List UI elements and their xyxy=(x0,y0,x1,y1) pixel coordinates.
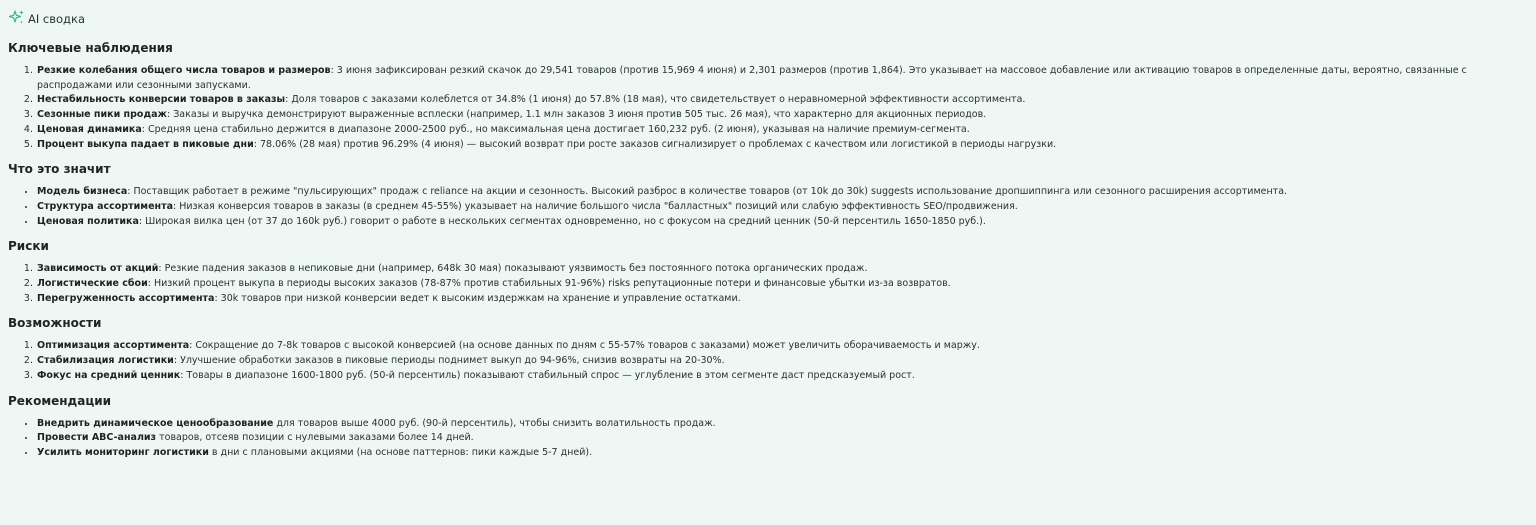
item-label: Резкие колебания общего числа товаров и размеров xyxy=(37,65,331,76)
section-heading: Что это значит xyxy=(8,162,111,177)
item-label: Усилить мониторинг логистики xyxy=(37,446,209,458)
item-label: Сезонные пики продаж xyxy=(37,109,167,121)
summary-content xyxy=(8,40,1528,461)
list-item xyxy=(36,108,1528,123)
list-item xyxy=(36,417,1528,432)
item-text: : Доля товаров с заказами колеблется от 34.8% (1 июня) до 57.8% (18 мая), что свидетельствует о неравномерной эффективности ассортимента. xyxy=(285,94,1026,106)
list-item xyxy=(36,277,1528,292)
item-label: Зависимость от акций xyxy=(37,263,159,275)
item-text: : Резкие падения заказов в непиковые дни (например, 648k 30 мая) показывают уязвимость без постоянного потока органических продаж. xyxy=(158,263,868,275)
item-text: : Широкая вилка цен (от 37 до 160k руб.) говорит о работе в нескольких сегментах одновременно, но с фокусом на средний ценник (50-й персентиль 1650-1850 руб.). xyxy=(138,215,986,227)
item-label: Процент выкупа падает в пиковые дни xyxy=(37,138,254,150)
section-recommendations xyxy=(8,393,1528,461)
item-text: : Сокращение до 7-8k товаров с высокой конверсией (на основе данных по дням с 55-57% товаров с заказами) может увеличить оборачиваемость и маржу. xyxy=(189,340,980,352)
item-label: Фокус на средний ценник xyxy=(37,369,181,381)
list-item xyxy=(36,123,1528,138)
section-key-observations xyxy=(8,40,1528,152)
item-label: Нестабильность конверсии товаров в заказы xyxy=(37,94,286,106)
list-item xyxy=(36,93,1528,108)
item-text: : Поставщик работает в режиме "пульсирующих" продаж с reliance на акции и сезонность. Высокий разброс в количестве товаров (от 10k до 30k) suggests использование дропшиппинга или сезонного расширения ассортимента. xyxy=(127,186,1288,198)
item-label: Логистические сбои xyxy=(37,278,148,290)
section-heading: Рекомендации xyxy=(8,393,112,408)
list-item xyxy=(36,292,1528,307)
item-text: : Товары в диапазоне 1600-1800 руб. (50-й персентиль) показывают стабильный спрос — углубление в этом сегменте даст предсказуемый рост. xyxy=(180,369,915,381)
list-item xyxy=(36,339,1528,354)
item-label: Провести ABC-анализ xyxy=(37,432,157,444)
list-item xyxy=(36,354,1528,369)
list-item xyxy=(36,64,1528,93)
section-opportunities xyxy=(8,315,1528,383)
item-label: Стабилизация логистики xyxy=(37,355,174,367)
section-heading: Риски xyxy=(8,239,49,254)
item-label: Модель бизнеса xyxy=(37,186,128,198)
section-risks xyxy=(8,238,1528,306)
item-text: : Улучшение обработки заказов в пиковые периоды поднимет выкуп до 94-96%, снизив возвраты на 20-30%. xyxy=(173,355,725,367)
list-item xyxy=(36,215,1528,230)
item-text: : Низкая конверсия товаров в заказы (в среднем 45-55%) указывает на наличие большого числа "балластных" позиций или слабую эффективность SEO/продвижения. xyxy=(173,200,1018,212)
list-item xyxy=(36,431,1528,446)
list-item xyxy=(36,446,1528,461)
item-text: : 30k товаров при низкой конверсии ведет к высоким издержкам на хранение и управление остатками. xyxy=(214,292,741,304)
list-item xyxy=(36,138,1528,153)
list-item xyxy=(36,369,1528,384)
item-text: в дни с плановыми акциями (на основе паттернов: пики каждые 5-7 дней). xyxy=(208,446,593,458)
item-label: Внедрить динамическое ценообразование xyxy=(37,417,274,429)
section-heading: Ключевые наблюдения xyxy=(8,41,173,55)
numbered-list xyxy=(8,262,1528,306)
sparkles-icon xyxy=(8,9,26,27)
bullet-list xyxy=(8,185,1528,229)
item-text: : 3 июня зафиксирован резкий скачок до 29,541 товаров (против 15,969 4 июня) и 2,301 размеров (против 1,864). Это указывает на массовое добавление или активацию товаров в определенные даты, вероятно, связанные с распродажами или сезонными запусками. xyxy=(37,65,1467,91)
item-text: : 78.06% (28 мая) против 96.29% (4 июня) — высокий возврат при росте заказов сигнализирует о проблемах с качеством или логистикой в периоды нагрузки. xyxy=(253,138,1057,150)
numbered-list xyxy=(8,64,1528,152)
summary-title: AI сводка xyxy=(28,12,85,26)
numbered-list xyxy=(8,339,1528,383)
list-item xyxy=(36,185,1528,200)
item-text: для товаров выше 4000 руб. (90-й персентиль), чтобы снизить волатильность продаж. xyxy=(273,417,716,429)
item-text: : Средняя цена стабильно держится в диапазоне 2000-2500 руб., но максимальная цена достигает 160,232 руб. (2 июня), указывая на наличие премиум-сегмента. xyxy=(141,123,970,135)
section-heading: Возможности xyxy=(8,316,102,331)
item-label: Ценовая динамика xyxy=(37,123,142,135)
list-item xyxy=(36,200,1528,215)
item-label: Структура ассортимента xyxy=(37,200,173,212)
item-label: Ценовая политика xyxy=(37,215,139,227)
item-label: Перегруженность ассортимента xyxy=(37,292,215,304)
section-what-it-means xyxy=(8,161,1528,229)
list-item xyxy=(36,262,1528,277)
item-text: : Заказы и выручка демонстрируют выраженные всплески (например, 1.1 млн заказов 3 июня против 505 тыс. 26 мая), что характерно для акционных периодов. xyxy=(167,109,987,121)
item-text: товаров, отсеяв позиции с нулевыми заказами более 14 дней. xyxy=(156,432,474,444)
item-text: : Низкий процент выкупа в периоды высоких заказов (78-87% против стабильных 91-96%) risks репутационные потери и финансовые убытки из-за возвратов. xyxy=(147,278,951,290)
bullet-list xyxy=(8,417,1528,461)
summary-header xyxy=(8,7,1528,29)
item-label: Оптимизация ассортимента xyxy=(37,340,190,352)
